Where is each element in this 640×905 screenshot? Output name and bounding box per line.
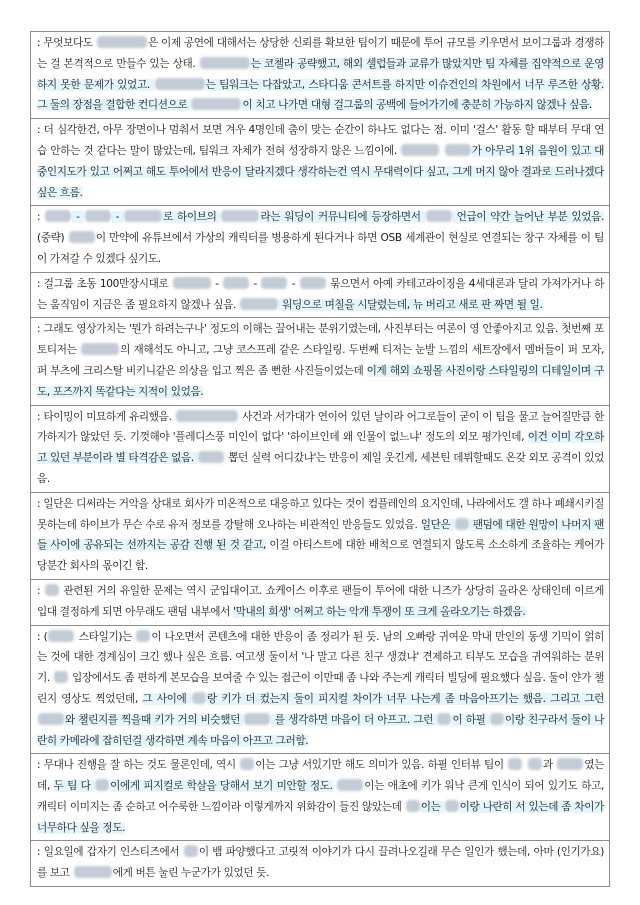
redacted-name	[300, 277, 326, 289]
highlighted-text: 이건 이미 각오하고 있던 부분이라 별 타격감은 없음.	[37, 431, 604, 465]
redacted-name	[261, 277, 287, 289]
note-cell	[30, 206, 610, 272]
redacted-name	[192, 692, 206, 704]
redacted-name	[48, 630, 74, 642]
redacted-name	[455, 518, 469, 530]
redacted-name	[74, 866, 112, 878]
note-text: 이 뱀 파양했다고 고릿적 이야기가 다시 끌려나오길래 무슨 일인가 했는데, 아마 (인기가요)를 보고	[37, 846, 604, 880]
redacted-name	[124, 210, 162, 222]
redacted-name	[200, 57, 250, 69]
note-text: : (	[37, 630, 48, 643]
note-cell	[30, 626, 610, 755]
note-text	[333, 780, 337, 792]
note-text: 사건과 서가대가 연이어 있던 날이라 어그로들이 굳이 이 팀을 물고 늘어질만큼 한가하지가 않았던 듯. 기껏해야 '플레디스풍 미인이 없다' '하이브인데 왜 인물이 없느냐' 정도의 외모 평가인데,	[37, 410, 604, 444]
note-text: -	[288, 277, 299, 290]
redacted-name	[244, 713, 270, 725]
note-text	[440, 145, 443, 157]
redacted-name	[557, 758, 583, 770]
highlighted-text: 언급이 약간 늘어난 부분 있었음.	[452, 211, 605, 224]
note-text: 뽑던 실력 어디갔냐'는 반응이 제일 웃긴게, 세븐틴 데뷔할때도 온갖 외모 공격이 있었음.	[37, 452, 605, 485]
redacted-name	[95, 779, 109, 791]
note-text: 입장에서도 좀 편하게 본모습을 보여줄 수 있는 접근이 이만때 좀 나와 주는게 캐릭터 빌딩에 필요했다 싶음. 둘이 얀가 챌린지 영상도 찍었던데,	[37, 672, 604, 705]
redacted-name	[437, 713, 451, 725]
note-text: 은 이제 공연에 대해서는 상당한 신뢰를 확보한 팀이기 때문에 투어 규모를 키우면서 보이그룹과 경쟁하는 걸 본격적으로 만들수 있는 상태.	[37, 37, 604, 70]
highlighted-text: 일단은	[420, 518, 454, 531]
note-cell	[30, 273, 610, 319]
note-text: : 무엇보다도	[37, 37, 96, 49]
note-text: : 걸그룹 초동 100만장시대로	[37, 277, 172, 290]
highlighted-text: 이 하필	[452, 713, 489, 726]
redacted-name	[508, 758, 522, 770]
note-cell	[30, 119, 610, 206]
note-text: :	[37, 584, 44, 597]
note-cell	[30, 841, 610, 887]
note-text: 관련된 거의 유일한 문제는 역시 군입대이고. 쇼케이스 이후로 팬들이 투어에 대한 니즈가 상당히 올라온 상태인데 이르게 입대 결정하게 되면 아무래도 팬덤 내부에서	[37, 584, 604, 618]
redacted-name	[221, 210, 259, 222]
highlighted-text: 워딩으로 며칠을 시달렸는데, 뉴 버리고 새로 판 짜면 될 일.	[279, 298, 543, 311]
highlighted-text: 팬덤에 대한 원망이 나머지 팬들 사이에 공유되는 선까지는 공감 진행 된 것 같고,	[37, 518, 604, 552]
note-text: : 일단은 디써라는 거악을 상대로 회사가 미온적으로 대응하고 있다는 것이 컴플레인의 요지인데, 나라에서도 갤 하나 폐쇄시키질 못하는데 하이브가 무슨 수로 유저 정보를 강탈해 오나하는 비관적인 반응들도 있었음.	[37, 497, 604, 531]
redacted-name	[45, 584, 59, 596]
note-text: 이 만약에 유튜브에서 가상의 캐릭터를 병용하게 된다거나 하면 OSB 세계관이 현실로 연결되는 창구 자체를 이 팀이 가져갈 수 있겠다 싶기도.	[37, 232, 604, 265]
redacted-name	[191, 98, 241, 110]
note-text: : 무대나 진행을 잘 하는 것도 물론인데, 역시	[37, 759, 240, 772]
highlighted-text: -	[72, 211, 84, 224]
highlighted-text: 라는 워딩이 커뮤니티에 등장하면서	[260, 211, 425, 224]
note-cell	[30, 580, 610, 626]
redacted-name	[406, 800, 420, 812]
redacted-name	[240, 758, 254, 770]
note-text: : 그래도 영상가치는 '뭔가 하려는구나' 정도의 이해는 끌어내는 분위기였는데, 사진부터는 여론이 영 안좋아지고 있음. 첫번째 포토티저는	[37, 323, 604, 357]
redacted-name	[490, 713, 504, 725]
redacted-name	[176, 410, 238, 422]
redacted-name	[136, 630, 150, 642]
note-text: : 일요일에 갑자기 인스티즈에서	[37, 846, 183, 859]
redacted-name	[97, 36, 147, 48]
note-text: 이걸 아티스트에 대한 배척으로 연결되지 않도록 소소하게 조율하는 케어가 당분간 회사의 몫이긴 함.	[37, 539, 605, 573]
redacted-name	[173, 277, 211, 289]
highlighted-text: 가 아무리 1위 음원이 있고 대중인지도가 있고 어쩌고 해도 투어에서 반응이 달라지겠다 생각하는건 역시 무대력이다 싶고, 그게 머지 않아 결과로 드러나겠다 싶은 흐름.	[37, 144, 604, 199]
redacted-name	[38, 713, 64, 725]
note-text: -	[211, 277, 223, 290]
highlighted-text: 두 팀 다	[53, 780, 95, 793]
note-text: :	[37, 211, 45, 224]
redacted-name	[337, 779, 363, 791]
redacted-name	[445, 800, 459, 812]
redacted-name	[426, 210, 452, 222]
note-text: 에게 버튼 눌린 누군가가 있었던 듯.	[112, 867, 270, 880]
highlighted-text: 이랑 나란히 서 있는데 좀 차이가 너무하다 싶을 정도.	[37, 800, 604, 834]
redacted-name	[445, 144, 471, 156]
redacted-name	[184, 845, 198, 857]
redacted-name	[45, 210, 71, 222]
highlighted-text: 는 코첼라 공략했고, 해외 셀럽들과 교류가 많았지만 팀 자체를 집약적으로 운영하지 못한 문제가 있었고.	[37, 57, 604, 91]
notes-table	[30, 31, 610, 887]
note-text: 이는 그냥 서있기만 해도 의미가 있음. 하필 인터뷰 팀이	[255, 759, 508, 772]
redacted-name	[240, 298, 278, 310]
redacted-name	[81, 343, 119, 355]
highlighted-text: 이 치고 나가면 대형 걸그룹의 공백에 들어가기에 충분히 가능하지 않겠나 싶음.	[242, 99, 592, 112]
redacted-name	[198, 451, 224, 463]
redacted-name	[528, 758, 542, 770]
note-text: 스타일기)는	[75, 630, 136, 643]
note-cell	[30, 754, 610, 841]
highlighted-text: 는 팀워크는 다잡았고, 스타디움 콘서트를 하지만 이슈건인의 차원에서 너무 루즈한 상황. 그 둘의 장점을 결합한 컨디션으로	[37, 78, 604, 112]
note-text: : 더 심각한건, 아무 장면이나 멈춰서 보면 겨우 4명인데 춤이 맞는 순간이 하나도 없다는 점. 이미 '걸스' 활동 할 때부터 무대 연습 안하는 것 같다는 말이 많았는데, 팀워크 자체가 전혀 성장하지 않은 느낌이에.	[37, 124, 604, 157]
note-cell	[30, 318, 610, 405]
note-text: (중략)	[37, 232, 68, 245]
note-text: : 타이밍이 미묘하게 유리했음.	[37, 410, 175, 423]
note-text: 묶으면서 아예 카테고라이징을 4세대론과 달리 가져가거나 하는 움직임이 지금은 좀 필요하지 않겠나 싶음.	[37, 277, 604, 311]
highlighted-text: 랑 키가 더 컸는지 둘이 피지컬 차이가 너무 나는게 좀 마음아프기는 했음. 그리고 그런	[206, 692, 604, 705]
redacted-name	[85, 210, 111, 222]
highlighted-text: 이에게 피지컬로 학살을 당해서 보기 미안할 정도.	[110, 780, 333, 793]
highlighted-text: 그 사이에	[142, 692, 191, 705]
redacted-name	[223, 277, 249, 289]
highlighted-text: 와 챌린지를 찍을때 키가 거의 비슷했던	[65, 713, 244, 726]
note-text: 이 나오면서 콘텐츠에 대한 반응이 좀 정리가 된 듯. 남의 오빠랑 귀여운 막내 만인의 동생 기믹이 얽히는 것에 대한 경계심이 크긴 했나 싶은 흐름. 여고생 둘이서 '나 말고 다른 친구 생겼냐' 견제하고 티부도 모습을 귀여워하는 분위기.	[37, 630, 604, 685]
highlighted-text: 이랑 친구라서 둘이 나란히 카메라에 잡히던걸 생각하면 계속 마음이 아프고 그러함.	[37, 713, 604, 747]
note-text: -	[250, 277, 261, 290]
note-text	[523, 759, 527, 771]
note-cell	[30, 32, 610, 119]
note-cell	[30, 406, 610, 493]
note-text: 이는 애초에 키가 워낙 큰게 인식이 되어 있기도 하고, 캐릭터 이미지는 좀 순하고 어수룩한 느낌이라 이렇게까지 위화감이 들진 않았는데	[37, 780, 604, 813]
highlighted-text: '막내의 희생' 어쩌고 하는 악개 투쟁이 또 크게 올라오기는 하겠음.	[233, 605, 526, 618]
note-cell	[30, 493, 610, 580]
highlighted-text: 이게 해외 쇼핑몰 사진이랑 스타일링의 디테일이며 구도, 포즈까지 똑같다는 지적이 있었음.	[37, 364, 605, 398]
highlighted-text: 이는	[420, 800, 444, 813]
redacted-name	[155, 78, 205, 90]
note-text: 였는데,	[37, 759, 604, 793]
highlighted-text: 를 생각하면 마음이 더 아프고. 그런	[271, 713, 437, 726]
note-text: 과	[542, 759, 557, 772]
note-text: 의 재해석도 아니고, 그냥 코스프레 같은 스타일링. 두번째 티저는 눈발 느낌의 세트장에서 멤버들이 퍼 모자, 퍼 부츠에 크리스탈 비키니같은 의상을 입고 찍은 좀 뻔한 사진들이었는데	[37, 344, 604, 377]
highlighted-text: -	[111, 211, 124, 224]
highlighted-text: 로 하이브의	[163, 211, 221, 224]
redacted-name	[401, 144, 439, 156]
redacted-name	[54, 671, 68, 683]
redacted-name	[69, 231, 95, 243]
